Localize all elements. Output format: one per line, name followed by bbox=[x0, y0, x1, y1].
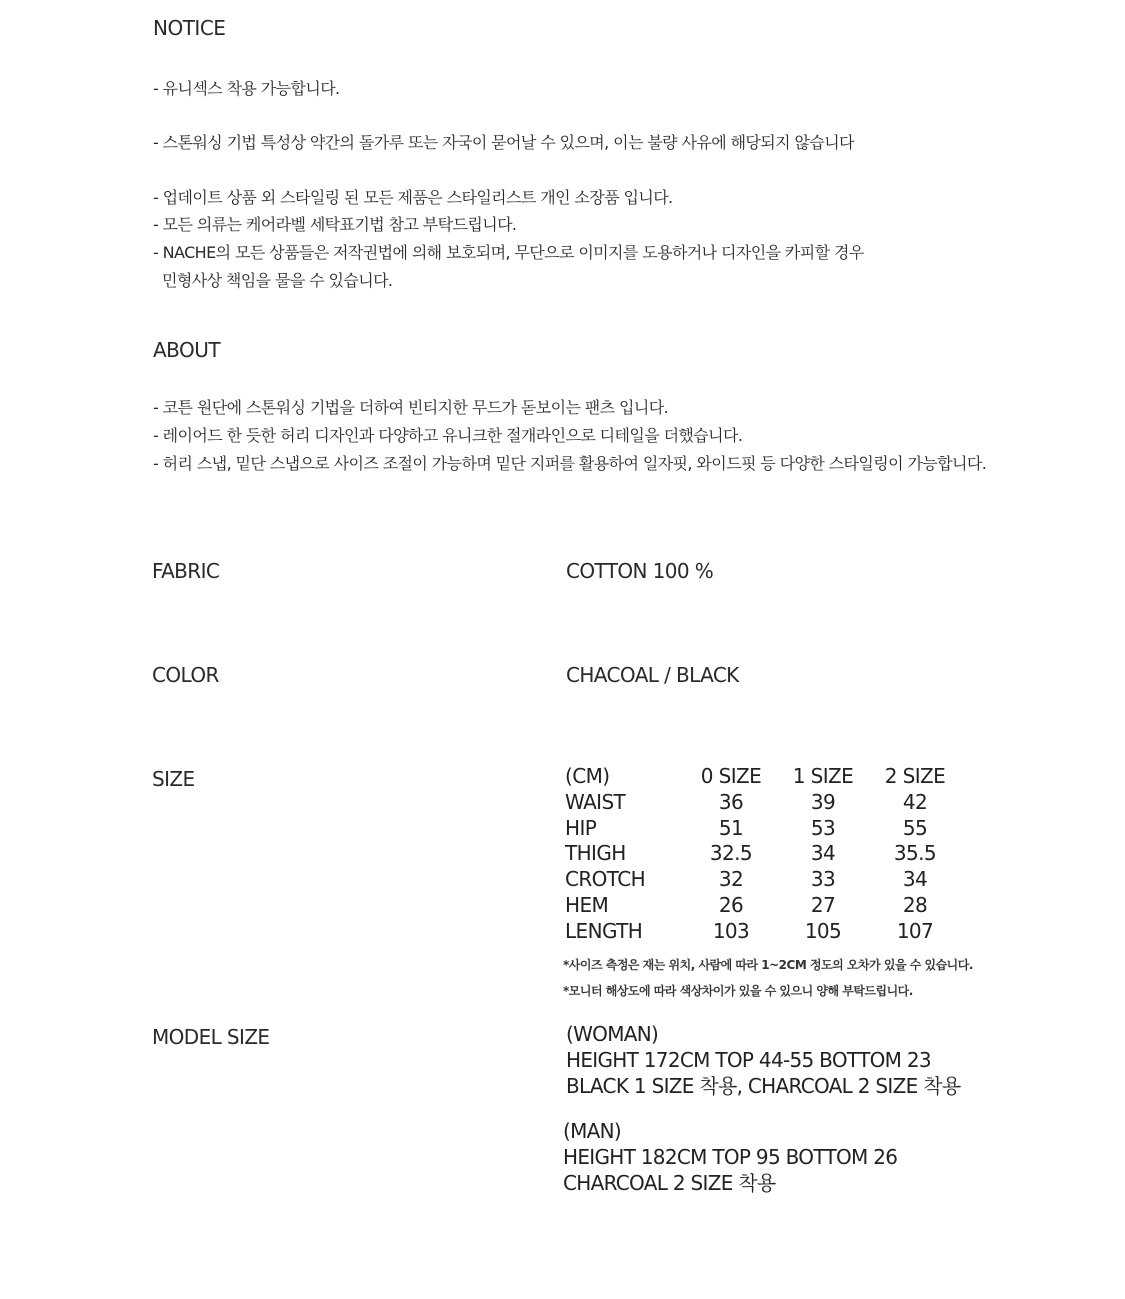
fabric-value: COTTON 100 % bbox=[566, 559, 714, 583]
table-row bbox=[565, 867, 961, 893]
size-1-header: 1 SIZE bbox=[792, 764, 854, 788]
about-line: - 레이어드 한 듯한 허리 디자인과 다양하고 유니크한 절개라인으로 디테일을 더했습니다. bbox=[153, 426, 743, 445]
notice-line: - 유니섹스 착용 가능합니다. bbox=[153, 79, 340, 98]
row-label: THIGH bbox=[565, 841, 626, 866]
row-label: CROTCH bbox=[565, 867, 646, 892]
model-man-measurements: HEIGHT 182CM TOP 95 BOTTOM 26 bbox=[563, 1145, 898, 1169]
notice-line: - 스톤워싱 기법 특성상 약간의 돌가루 또는 자국이 묻어날 수 있으며, 이는 불량 사유에 해당되지 않습니다 bbox=[153, 133, 854, 152]
cell: 32 bbox=[718, 867, 744, 892]
model-woman-wearing: BLACK 1 SIZE 착용, CHARCOAL 2 SIZE 착용 bbox=[566, 1074, 961, 1098]
table-row bbox=[565, 841, 961, 867]
about-line: - 허리 스냅, 밑단 스냅으로 사이즈 조절이 가능하며 밑단 지퍼를 활용하여 일자핏, 와이드핏 등 다양한 스타일링이 가능합니다. bbox=[153, 454, 987, 473]
cell: 28 bbox=[902, 892, 928, 917]
cell: 26 bbox=[718, 892, 744, 917]
fabric-label: FABRIC bbox=[152, 559, 220, 583]
model-man-wearing: CHARCOAL 2 SIZE 착용 bbox=[563, 1171, 776, 1195]
cell: 34 bbox=[902, 867, 928, 892]
about-heading: ABOUT bbox=[153, 338, 221, 362]
size-note: *사이즈 측정은 재는 위치, 사람에 따라 1~2CM 정도의 오차가 있을 수 있습니다. bbox=[563, 958, 973, 972]
cell: 42 bbox=[902, 789, 928, 814]
size-note: *모니터 해상도에 따라 색상차이가 있을 수 있으니 양해 부탁드립니다. bbox=[563, 984, 913, 998]
color-label: COLOR bbox=[152, 663, 219, 687]
size-0-header: 0 SIZE bbox=[700, 764, 762, 788]
cell: 27 bbox=[810, 892, 836, 917]
cell: 36 bbox=[718, 789, 744, 814]
table-row bbox=[565, 790, 961, 816]
cell: 103 bbox=[712, 918, 750, 943]
unit-header: (CM) bbox=[565, 764, 610, 788]
size-table-header bbox=[565, 764, 961, 790]
row-label: WAIST bbox=[565, 789, 626, 814]
model-woman-title: (WOMAN) bbox=[566, 1022, 659, 1046]
row-label: HEM bbox=[565, 892, 609, 917]
model-size-label: MODEL SIZE bbox=[152, 1025, 270, 1049]
model-man-title: (MAN) bbox=[563, 1119, 622, 1143]
model-woman-measurements: HEIGHT 172CM TOP 44-55 BOTTOM 23 bbox=[566, 1048, 931, 1072]
table-row bbox=[565, 816, 961, 842]
table-row bbox=[565, 893, 961, 919]
table-row bbox=[565, 919, 961, 945]
notice-heading: NOTICE bbox=[153, 16, 226, 40]
size-table bbox=[565, 764, 961, 945]
notice-line: 민형사상 책임을 물을 수 있습니다. bbox=[162, 271, 393, 290]
cell: 53 bbox=[810, 815, 836, 840]
size-label: SIZE bbox=[152, 767, 195, 791]
row-label: LENGTH bbox=[565, 918, 643, 943]
notice-line: - 모든 의류는 케어라벨 세탁표기법 참고 부탁드립니다. bbox=[153, 215, 517, 234]
cell: 33 bbox=[810, 867, 836, 892]
cell: 51 bbox=[718, 815, 744, 840]
notice-line: - 업데이트 상품 외 스타일링 된 모든 제품은 스타일리스트 개인 소장품 입니다. bbox=[153, 188, 673, 207]
about-line: - 코튼 원단에 스톤워싱 기법을 더하여 빈티지한 무드가 돋보이는 팬츠 입니다. bbox=[153, 398, 669, 417]
cell: 32.5 bbox=[709, 841, 753, 866]
cell: 55 bbox=[902, 815, 928, 840]
cell: 105 bbox=[804, 918, 842, 943]
cell: 35.5 bbox=[893, 841, 937, 866]
size-2-header: 2 SIZE bbox=[884, 764, 946, 788]
cell: 39 bbox=[810, 789, 836, 814]
cell: 34 bbox=[810, 841, 836, 866]
color-value: CHACOAL / BLACK bbox=[566, 663, 739, 687]
row-label: HIP bbox=[565, 815, 597, 840]
cell: 107 bbox=[896, 918, 934, 943]
notice-line: - NACHE의 모든 상품들은 저작권법에 의해 보호되며, 무단으로 이미지를 도용하거나 디자인을 카피할 경우 bbox=[153, 243, 864, 262]
